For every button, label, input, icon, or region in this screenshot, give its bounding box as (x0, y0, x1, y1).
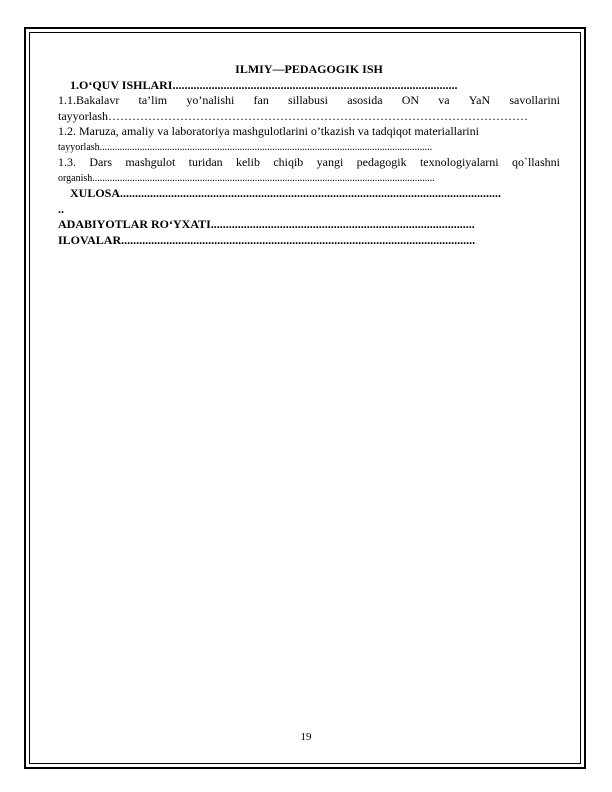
toc-item-1-3-word: mashgulot (125, 155, 176, 169)
toc-item-1-1-word: fan (253, 93, 269, 107)
toc-conclusion: XULOSA............................................................................................................................... (70, 186, 502, 200)
toc-item-1-1 (58, 93, 560, 109)
toc-conclusion-cont: .. (58, 201, 64, 216)
toc-item-1-1-word: ON (401, 93, 420, 107)
toc-item-1-3-word: turidan (188, 155, 223, 169)
toc-item-1-1-word: ta’lim (138, 93, 168, 107)
toc-section-1: 1.O‘QUV ISHLARI............................................................................................... (70, 77, 458, 92)
toc-item-1-1-word: sillabusi (288, 93, 329, 107)
toc-item-1-3-word: yangi (316, 155, 344, 169)
toc-item-1-3-word: Dars (89, 155, 112, 169)
toc-item-1-1-cont: tayyorlash…………………………………………………………………………………………… (58, 108, 528, 123)
toc-item-1-3-word: texnologiyalarni (419, 155, 499, 169)
toc-item-1-3-word: pedagogik (356, 155, 407, 169)
toc-item-1-2: 1.2. Maruza, amaliy va laboratoriya mashgulotlarini o’tkazish va tadqiqot materiallarini (58, 124, 479, 138)
toc-appendices: ILOVALAR...................................................................................................................... (58, 232, 476, 247)
toc-item-1-3-word: 1.3. (58, 155, 76, 169)
toc-item-1-3-word: chiqib (273, 155, 304, 169)
toc-item-1-1-word: savollarini (509, 93, 560, 107)
toc-item-1-2-cont: tayyorlash..................................................................................................................................... (58, 141, 433, 153)
document-title: ILMIY—PEDAGOGIK ISH (235, 62, 383, 76)
toc-item-1-1-word: YaN (468, 93, 491, 107)
toc-item-1-3 (58, 155, 560, 171)
toc-item-1-1-word: yo’nalishi (186, 93, 235, 107)
toc-item-1-3-word: kelib (235, 155, 260, 169)
page-number: 19 (300, 731, 312, 743)
toc-item-1-3-word: qo`llashni (511, 155, 560, 169)
toc-item-1-1-word: asosida (347, 93, 383, 107)
toc-item-1-1-word: 1.1.Bakalavr (58, 93, 120, 107)
document-body (58, 62, 560, 248)
toc-references: ADABIYOTLAR RO‘YXATI........................................................................................ (58, 217, 475, 231)
toc-item-1-1-word: va (438, 93, 450, 107)
toc-item-1-3-cont: organish......................................................................................................................................... (58, 172, 435, 184)
